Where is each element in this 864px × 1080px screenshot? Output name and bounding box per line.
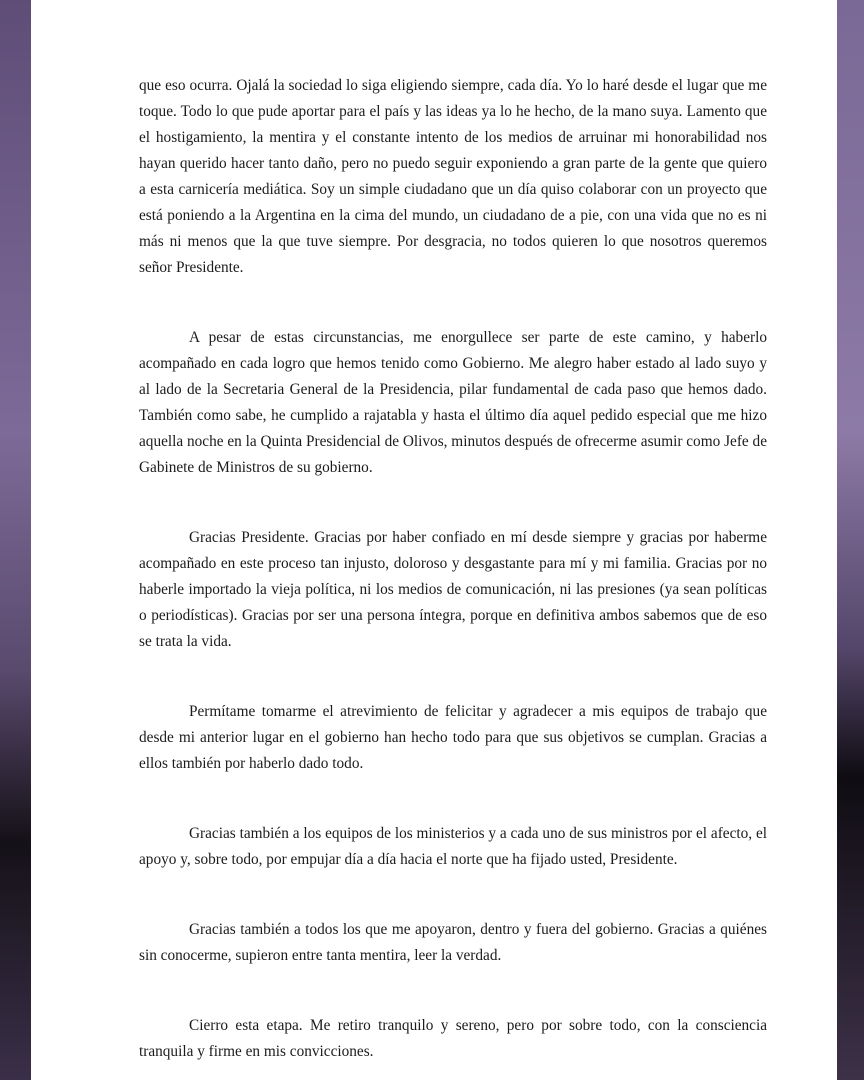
paragraph-7: Cierro esta etapa. Me retiro tranquilo y sereno, pero por sobre todo, con la consciencia tranquila y firme en mis convicciones. — [139, 1017, 767, 1060]
document-page — [31, 0, 837, 1080]
paragraph-6: Gracias también a todos los que me apoyaron, dentro y fuera del gobierno. Gracias a quiénes sin conocerme, supieron entre tanta mentira, leer la verdad. — [139, 921, 767, 964]
paragraph-3: Gracias Presidente. Gracias por haber confiado en mí desde siempre y gracias por haberme acompañado en este proceso tan injusto, doloroso y desgastante para mí y mi familia. Gracias por no haberle importado la vieja política, ni los medios de comunicación, ni las presiones (ya sean políticas o periodísticas). Gracias por ser una persona íntegra, porque en definitiva ambos sabemos que de eso se trata la vida. — [139, 529, 767, 650]
document-body — [139, 73, 767, 1080]
paragraph-2: A pesar de estas circunstancias, me enorgullece ser parte de este camino, y haberlo acompañado en cada logro que hemos tenido como Gobierno. Me alegro haber estado al lado suyo y al lado de la Secretaria General de la Presidencia, pilar fundamental de cada paso que hemos dado. También como sabe, he cumplido a rajatabla y hasta el último día aquel pedido especial que me hizo aquella noche en la Quinta Presidencial de Olivos, minutos después de ofrecerme asumir como Jefe de Gabinete de Ministros de su gobierno. — [139, 329, 767, 476]
paragraph-1: que eso ocurra. Ojalá la sociedad lo siga eligiendo siempre, cada día. Yo lo haré desde el lugar que me toque. Todo lo que pude aportar para el país y las ideas ya lo he hecho, de la mano suya. Lamento que el hostigamiento, la mentira y el constante intento de los medios de arruinar mi honorabilidad nos hayan querido hacer tanto daño, pero no puedo seguir exponiendo a gran parte de la gente que quiero a esta carnicería mediática. Soy un simple ciudadano que un día quiso colaborar con un proyecto que está poniendo a la Argentina en la cima del mundo, un ciudadano de a pie, con una vida que no es ni más ni menos que la que tuve siempre. Por desgracia, no todos quieren lo que nosotros queremos señor Presidente. — [139, 77, 767, 276]
paragraph-5: Gracias también a los equipos de los ministerios y a cada uno de sus ministros por el afecto, el apoyo y, sobre todo, por empujar día a día hacia el norte que ha fijado usted, Presidente. — [139, 825, 767, 868]
paragraph-4: Permítame tomarme el atrevimiento de felicitar y agradecer a mis equipos de trabajo que desde mi anterior lugar en el gobierno han hecho todo para que sus objetivos se cumplan. Gracias a ellos también por haberlo dado todo. — [139, 703, 767, 772]
left-background-border — [0, 0, 31, 1080]
right-background-border — [837, 0, 864, 1080]
